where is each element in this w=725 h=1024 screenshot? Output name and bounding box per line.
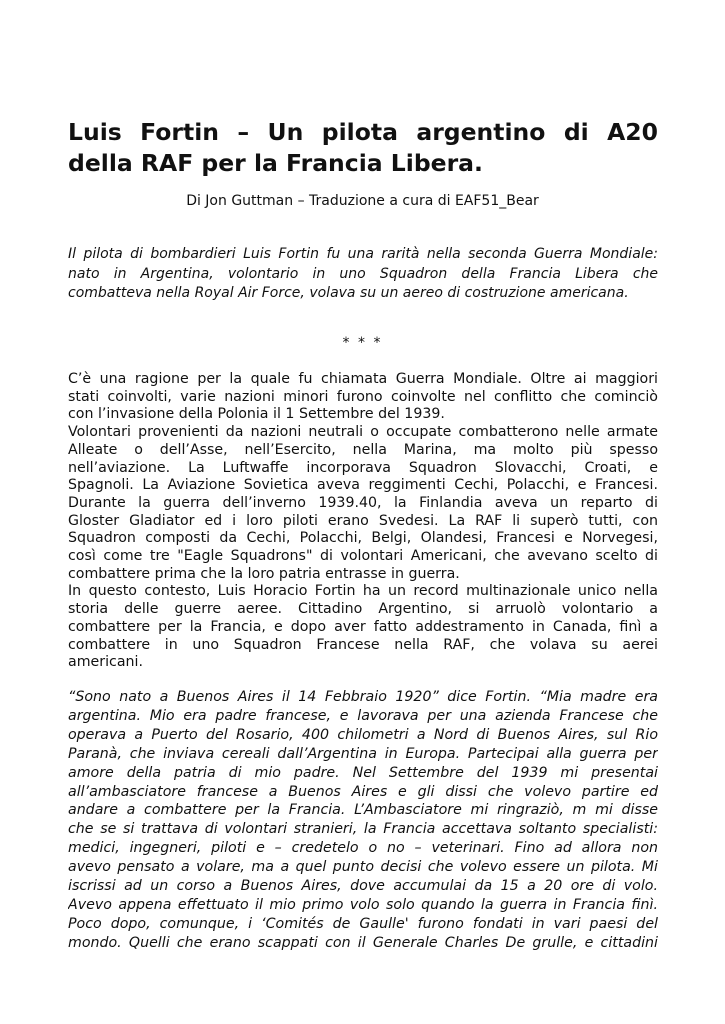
body-line: Gloster Gladiator ed i loro piloti erano Svedesi. La RAF li superò tutti, con (68, 512, 658, 529)
quote-line: iscrissi ad un corso a Buenos Aires, dove accumulai da 15 a 20 ore di volo. (68, 878, 658, 895)
body-line: combattere in uno Squadron Francese nella RAF, che volava su aerei (68, 636, 658, 653)
body-line: Squadron composti da Cechi, Polacchi, Belgi, Olandesi, Francesi e Norvegesi, (68, 530, 658, 547)
body-line: Volontari provenienti da nazioni neutrali o occupate combatterono nelle armate (68, 424, 658, 441)
quote-line: amore della patria di mio padre. Nel Settembre del 1939 mi presentai (68, 764, 658, 781)
quote-paragraph (68, 688, 658, 953)
body-line: con l’invasione della Polonia il 1 Settembre del 1939. (68, 406, 445, 423)
quote-line: Poco dopo, comunque, i ‘Comités de Gaulle' furono fondati in vari paesi del (68, 915, 658, 932)
intro-line: combatteva nella Royal Air Force, volava su un aereo di costruzione americana. (68, 285, 629, 301)
body-line: combattere per la Francia, e dopo aver fatto addestramento in Canada, finì a (68, 618, 658, 635)
section-separator: * * * (342, 335, 383, 351)
intro-paragraph (68, 245, 658, 304)
title-line: Luis Fortin – Un pilota argentino di A20 (68, 118, 658, 146)
quote-line: Paranà, che inviava cereali dall’Argentina in Europa. Partecipai alla guerra per (68, 745, 658, 762)
body-line: C’è una ragione per la quale fu chiamata Guerra Mondiale. Oltre ai maggiori (68, 371, 658, 387)
body-line: In questo contesto, Luis Horacio Fortin ha un record multinazionale unico nella (68, 583, 658, 600)
quote-line: andare a combattere per la Francia. L’Ambasciatore mi ringraziò, m mi disse (68, 802, 658, 819)
body-line: storia delle guerre aeree. Cittadino Argentino, si arruolò volontario a (68, 601, 658, 618)
intro-line: nato in Argentina, volontario in uno Squadron della Francia Libera che (68, 265, 658, 282)
body-line: nell’aviazione. La Luftwaffe incorporava Squadron Slovacchi, Croati, e (68, 459, 658, 476)
document-title (68, 117, 658, 179)
quote-line: mondo. Quelli che erano scappati con il Generale Charles De grulle, e cittadini (68, 934, 658, 951)
quote-line: avevo pensato a volare, ma a quel punto decisi che volevo essere un pilota. Mi (68, 859, 658, 876)
body-line: Spagnoli. La Aviazione Sovietica aveva reggimenti Cechi, Polacchi, e Francesi. (68, 477, 658, 494)
quote-line: operava a Puerto del Rosario, 400 chilometri a Nord di Buenos Aires, sul Rio (68, 726, 658, 743)
body-line: Durante la guerra dell’inverno 1939.40, la Finlandia aveva un reparto di (68, 494, 658, 511)
body-line: così come tre "Eagle Squadrons" di volontari Americani, che avevano scelto di (68, 548, 658, 565)
intro-line: Il pilota di bombardieri Luis Fortin fu una rarità nella seconda Guerra Mondiale: (68, 246, 658, 262)
quote-line: Avevo appena effettuato il mio primo volo solo quando la guerra in Francia finì. (68, 896, 658, 913)
byline: Di Jon Guttman – Traduzione a cura di EAF51_Bear (186, 193, 539, 209)
body-paragraphs (68, 371, 658, 672)
quote-line: argentina. Mio era padre francese, e lavorava per una azienda Francese che (68, 707, 658, 724)
body-line: Alleate o dell’Asse, nell’Esercito, nella Marina, ma molto più spesso (68, 441, 658, 458)
quote-line: “Sono nato a Buenos Aires il 14 Febbraio 1920” dice Fortin. “Mia madre era (68, 689, 658, 705)
quote-line: medici, ingegneri, piloti e – credetelo o no – veterinari. Fino ad allora non (68, 840, 658, 857)
title-line: della RAF per la Francia Libera. (68, 149, 483, 177)
quote-line: all’ambasciatore francese a Buenos Aires e gli dissi che volevo partire ed (68, 783, 658, 800)
body-line: stati coinvolti, varie nazioni minori furono coinvolte nel conflitto che cominciò (68, 388, 658, 405)
body-line: americani. (68, 654, 143, 671)
body-line: combattere prima che la loro patria entrasse in guerra. (68, 565, 460, 582)
quote-line: che se si trattava di volontari stranieri, la Francia accettava soltanto specialisti: (68, 821, 658, 838)
